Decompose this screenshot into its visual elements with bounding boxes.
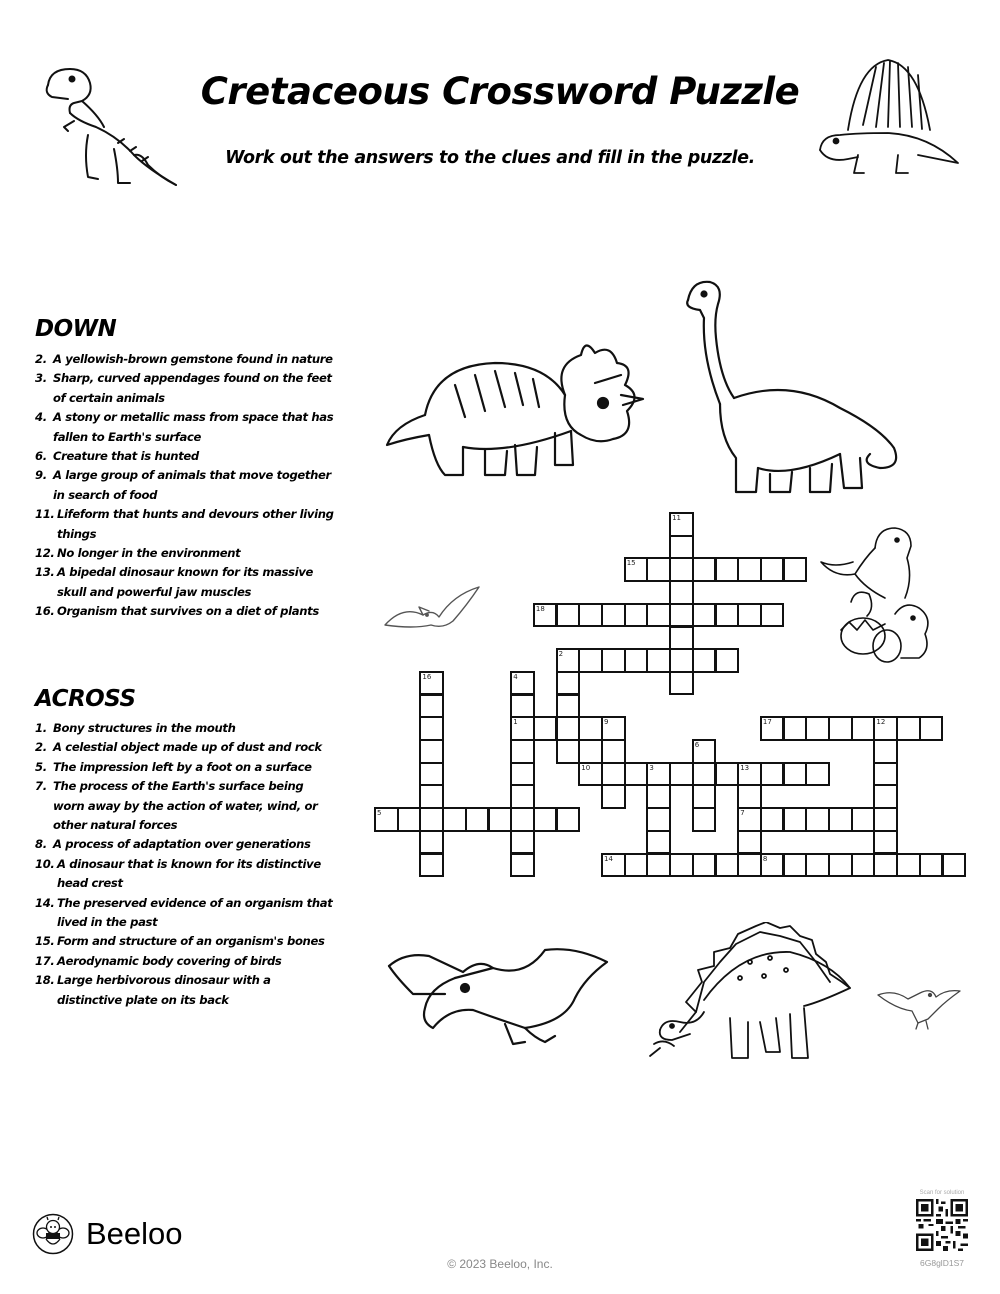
crossword-cell[interactable]	[692, 762, 717, 787]
crossword-cell[interactable]	[419, 830, 444, 855]
across-clue-2	[35, 738, 335, 757]
across-clue-8	[35, 835, 335, 854]
crossword-cell[interactable]	[419, 853, 444, 878]
cell-number: 13	[740, 763, 750, 772]
crossword-cell[interactable]	[669, 853, 694, 878]
crossword-cell[interactable]	[805, 853, 830, 878]
crossword-cell[interactable]	[624, 648, 649, 673]
cell-number: 7	[740, 809, 745, 818]
crossword-cell[interactable]	[556, 807, 581, 832]
crossword-cell[interactable]	[737, 603, 762, 628]
crossword-cell[interactable]	[601, 739, 626, 764]
clue-number: 5.	[35, 759, 47, 774]
crossword-cell[interactable]	[510, 762, 535, 787]
crossword-cell[interactable]	[896, 716, 921, 741]
across-clue-10	[35, 855, 335, 894]
crossword-cell[interactable]	[737, 784, 762, 809]
crossword-cell[interactable]	[374, 807, 399, 832]
qr-code-id: 6G8glD1S7	[920, 1258, 964, 1268]
down-clue-9	[35, 466, 335, 505]
across-clue-14	[35, 894, 335, 933]
crossword-cell[interactable]	[828, 853, 853, 878]
across-heading: ACROSS	[35, 686, 136, 712]
crossword-cell[interactable]	[556, 603, 581, 628]
clue-text: Bony structures in the mouth	[53, 721, 236, 735]
crossword-cell[interactable]	[646, 603, 671, 628]
clue-text: The impression left by a foot on a surface	[53, 759, 312, 774]
crossword-cell[interactable]	[760, 762, 785, 787]
crossword-cell[interactable]	[646, 830, 671, 855]
clue-text: The process of the Earth's surface being worn away by the action of water, wind, or other natural forces	[53, 779, 318, 833]
crossword-cell[interactable]	[873, 807, 898, 832]
crossword-cell[interactable]	[510, 716, 535, 741]
crossword-cell[interactable]	[737, 853, 762, 878]
crossword-cell[interactable]	[737, 807, 762, 832]
crossword-cell[interactable]	[851, 716, 876, 741]
crossword-cell[interactable]	[646, 762, 671, 787]
crossword-cell[interactable]	[760, 853, 785, 878]
crossword-cell[interactable]	[783, 853, 808, 878]
crossword-cell[interactable]	[578, 603, 603, 628]
crossword-cell[interactable]	[556, 739, 581, 764]
crossword-cell[interactable]	[873, 830, 898, 855]
cell-number: 6	[694, 741, 700, 749]
clue-text: Sharp, curved appendages found on the feet of certain animals	[53, 371, 332, 405]
cell-number: 11	[672, 514, 682, 522]
cell-number: 4	[513, 672, 518, 681]
pteranodon-icon	[385, 938, 610, 1050]
crossword-cell[interactable]	[737, 557, 762, 582]
crossword-cell[interactable]	[692, 557, 717, 582]
crossword-cell[interactable]	[873, 853, 898, 878]
pterodactyl-small-icon	[383, 585, 483, 635]
down-clue-3	[35, 369, 335, 408]
crossword-cell[interactable]	[942, 853, 967, 878]
cell-number: 14	[604, 854, 613, 863]
crossword-cell[interactable]	[715, 557, 740, 582]
crossword-cell[interactable]	[760, 807, 785, 832]
crossword-cell[interactable]	[646, 557, 671, 582]
crossword-cell[interactable]	[692, 853, 717, 878]
clue-number: 16.	[35, 604, 55, 619]
crossword-cell[interactable]	[646, 853, 671, 878]
crossword-cell[interactable]	[669, 557, 694, 582]
crossword-cell[interactable]	[715, 762, 740, 787]
cell-number: 15	[626, 559, 636, 568]
crossword-cell[interactable]	[624, 762, 649, 787]
page-title: Cretaceous Crossword Puzzle	[200, 70, 800, 113]
clue-number: 11.	[35, 507, 55, 522]
crossword-cell[interactable]	[556, 694, 581, 719]
crossword-cell[interactable]	[510, 784, 535, 809]
crossword-cell[interactable]	[919, 853, 944, 878]
crossword-cell[interactable]	[851, 807, 876, 832]
cell-number: 10	[581, 763, 591, 772]
crossword-cell[interactable]	[601, 762, 626, 787]
crossword-cell[interactable]	[805, 807, 830, 832]
crossword-cell[interactable]	[419, 671, 444, 696]
clue-text: No longer in the environment	[57, 546, 241, 561]
clue-text: Form and structure of an organism's bones	[57, 934, 325, 949]
across-clue-18	[35, 971, 335, 1010]
across-clue-15	[35, 932, 335, 951]
crossword-cell[interactable]	[601, 648, 626, 673]
crossword-cell[interactable]	[397, 807, 422, 832]
crossword-cell[interactable]	[488, 807, 513, 832]
crossword-cell[interactable]	[556, 671, 581, 696]
crossword-cell[interactable]	[692, 784, 717, 809]
crossword-cell[interactable]	[419, 739, 444, 764]
qr-label: Scan for solution	[919, 1190, 965, 1196]
crossword-cell[interactable]	[578, 648, 603, 673]
crossword-cell[interactable]	[692, 739, 717, 764]
cell-number: 9	[604, 718, 609, 727]
crossword-cell[interactable]	[669, 762, 694, 787]
crossword-cell[interactable]	[896, 853, 921, 878]
solution-qr[interactable]	[912, 1190, 972, 1268]
crossword-cell[interactable]	[692, 603, 717, 628]
crossword-cell[interactable]	[646, 784, 671, 809]
crossword-cell[interactable]	[510, 671, 535, 696]
crossword-cell[interactable]	[533, 716, 558, 741]
crossword-cell[interactable]	[601, 853, 626, 878]
crossword-cell[interactable]	[805, 762, 830, 787]
crossword-cell[interactable]	[624, 603, 649, 628]
clue-text: Creature that is hunted	[53, 449, 199, 464]
across-clue-list	[35, 719, 335, 1010]
crossword-cell[interactable]	[783, 557, 808, 582]
across-clue-17	[35, 952, 335, 971]
crossword-cell[interactable]	[805, 716, 830, 741]
crossword-cell[interactable]	[873, 739, 898, 764]
clue-number: 1.	[35, 721, 47, 735]
crossword-cell[interactable]	[533, 603, 558, 628]
down-clue-11	[35, 505, 335, 544]
clue-number: 17.	[35, 953, 55, 968]
crossword-cell[interactable]	[510, 694, 535, 719]
crossword-cell[interactable]	[669, 603, 694, 628]
crossword-cell[interactable]	[715, 853, 740, 878]
crossword-cell[interactable]	[828, 716, 853, 741]
crossword-cell[interactable]	[533, 807, 558, 832]
crossword-cell[interactable]	[715, 648, 740, 673]
crossword-cell[interactable]	[556, 716, 581, 741]
crossword-cell[interactable]	[873, 716, 898, 741]
crossword-cell[interactable]	[669, 671, 694, 696]
bee-icon	[32, 1213, 74, 1255]
crossword-cell[interactable]	[578, 739, 603, 764]
clue-number: 12.	[35, 546, 55, 561]
clue-text: A yellowish-brown gemstone found in nature	[53, 352, 333, 366]
page-subtitle: Work out the answers to the clues and fill in the puzzle.	[225, 148, 755, 168]
crossword-cell[interactable]	[556, 648, 581, 673]
triceratops-icon	[385, 335, 650, 485]
crossword-cell[interactable]	[465, 807, 490, 832]
crossword-cell[interactable]	[624, 557, 649, 582]
crossword-cell[interactable]	[646, 648, 671, 673]
t-rex-icon	[38, 65, 183, 190]
cell-number: 16	[422, 672, 432, 681]
clue-number: 10.	[35, 856, 55, 871]
clue-text: Lifeform that hunts and devours other living things	[57, 507, 334, 541]
crossword-cell[interactable]	[760, 603, 785, 628]
crossword-cell[interactable]	[419, 716, 444, 741]
crossword-cell[interactable]	[692, 648, 717, 673]
stegosaurus-icon	[640, 922, 860, 1062]
crossword-cell[interactable]	[669, 626, 694, 651]
across-clue-7	[35, 777, 335, 835]
crossword-cell[interactable]	[783, 716, 808, 741]
down-clue-6	[35, 447, 335, 466]
clue-text: A large group of animals that move together in search of food	[53, 468, 331, 502]
crossword-cell[interactable]	[760, 716, 785, 741]
crossword-cell[interactable]	[873, 762, 898, 787]
cell-number: 1	[513, 718, 518, 727]
down-clue-4	[35, 408, 335, 447]
crossword-cell[interactable]	[419, 762, 444, 787]
crossword-cell[interactable]	[510, 853, 535, 878]
crossword-cell[interactable]	[646, 807, 671, 832]
crossword-cell[interactable]	[873, 784, 898, 809]
crossword-cell[interactable]	[851, 853, 876, 878]
brand-name: Beeloo	[86, 1216, 183, 1251]
crossword-cell[interactable]	[419, 807, 444, 832]
crossword-cell[interactable]	[669, 535, 694, 560]
cell-number: 3	[649, 763, 654, 772]
cell-number: 17	[762, 718, 772, 727]
crossword-cell[interactable]	[760, 557, 785, 582]
crossword-cell[interactable]	[783, 807, 808, 832]
clue-number: 14.	[35, 895, 55, 910]
clue-number: 2.	[35, 740, 47, 755]
cell-number: 8	[762, 854, 768, 863]
down-heading: DOWN	[35, 316, 117, 342]
crossword-cell[interactable]	[783, 762, 808, 787]
cell-number: 2	[558, 650, 564, 659]
crossword-cell[interactable]	[669, 648, 694, 673]
down-clue-13	[35, 563, 335, 602]
crossword-cell[interactable]	[419, 694, 444, 719]
clue-text: The preserved evidence of an organism that lived in the past	[57, 895, 333, 930]
crossword-cell[interactable]	[828, 807, 853, 832]
qr-code-icon	[916, 1199, 968, 1251]
beeloo-logo[interactable]	[32, 1213, 183, 1255]
copyright-text: © 2023 Beeloo, Inc.	[447, 1257, 553, 1271]
clue-text: Large herbivorous dinosaur with a distinctive plate on its back	[57, 973, 271, 1007]
clue-text: A stony or metallic mass from space that has fallen to Earth's surface	[53, 410, 334, 444]
crossword-cell[interactable]	[601, 603, 626, 628]
clue-number: 13.	[35, 565, 55, 580]
crossword-cell[interactable]	[692, 807, 717, 832]
clue-text: Aerodynamic body covering of birds	[57, 953, 282, 968]
crossword-cell[interactable]	[624, 853, 649, 878]
cell-number: 18	[535, 604, 545, 613]
crossword-cell[interactable]	[419, 784, 444, 809]
crossword-cell[interactable]	[669, 512, 694, 537]
clue-text: A bipedal dinosaur known for its massive skull and powerful jaw muscles	[57, 565, 314, 599]
down-clue-2	[35, 350, 335, 369]
clue-text: Organism that survives on a diet of plants	[57, 604, 319, 619]
clue-number: 9.	[35, 468, 47, 483]
clue-number: 18.	[35, 973, 55, 988]
clue-text: A process of adaptation over generations	[53, 837, 311, 852]
crossword-cell[interactable]	[510, 807, 535, 832]
crossword-cell[interactable]	[578, 762, 603, 787]
down-clue-list	[35, 350, 335, 622]
crossword-cell[interactable]	[510, 830, 535, 855]
clue-text: A celestial object made up of dust and rock	[53, 740, 322, 755]
crossword-cell[interactable]	[737, 762, 762, 787]
baby-dinosaurs-eggs-icon	[815, 518, 940, 663]
across-clue-1	[35, 719, 335, 738]
crossword-cell[interactable]	[578, 716, 603, 741]
crossword-cell[interactable]	[737, 830, 762, 855]
clue-number: 2.	[35, 352, 47, 366]
pterodactyl-tiny-icon	[876, 983, 961, 1031]
clue-text: A dinosaur that is known for its distinctive head crest	[57, 856, 321, 891]
clue-number: 4.	[35, 410, 47, 425]
across-clue-5	[35, 758, 335, 777]
clue-number: 3.	[35, 371, 47, 386]
cell-number: 5	[377, 809, 382, 818]
clue-number: 15.	[35, 934, 55, 949]
crossword-cell[interactable]	[919, 716, 944, 741]
crossword-cell[interactable]	[715, 603, 740, 628]
crossword-cell[interactable]	[669, 580, 694, 605]
crossword-cell[interactable]	[442, 807, 467, 832]
clue-number: 8.	[35, 837, 47, 852]
down-clue-12	[35, 544, 335, 563]
dimetrodon-icon	[818, 55, 963, 180]
crossword-cell[interactable]	[601, 784, 626, 809]
brachiosaurus-icon	[680, 278, 910, 500]
clue-number: 6.	[35, 449, 47, 464]
cell-number: 12	[876, 718, 886, 727]
crossword-cell[interactable]	[601, 716, 626, 741]
down-clue-16	[35, 602, 335, 621]
crossword-cell[interactable]	[510, 739, 535, 764]
clue-number: 7.	[35, 779, 47, 794]
